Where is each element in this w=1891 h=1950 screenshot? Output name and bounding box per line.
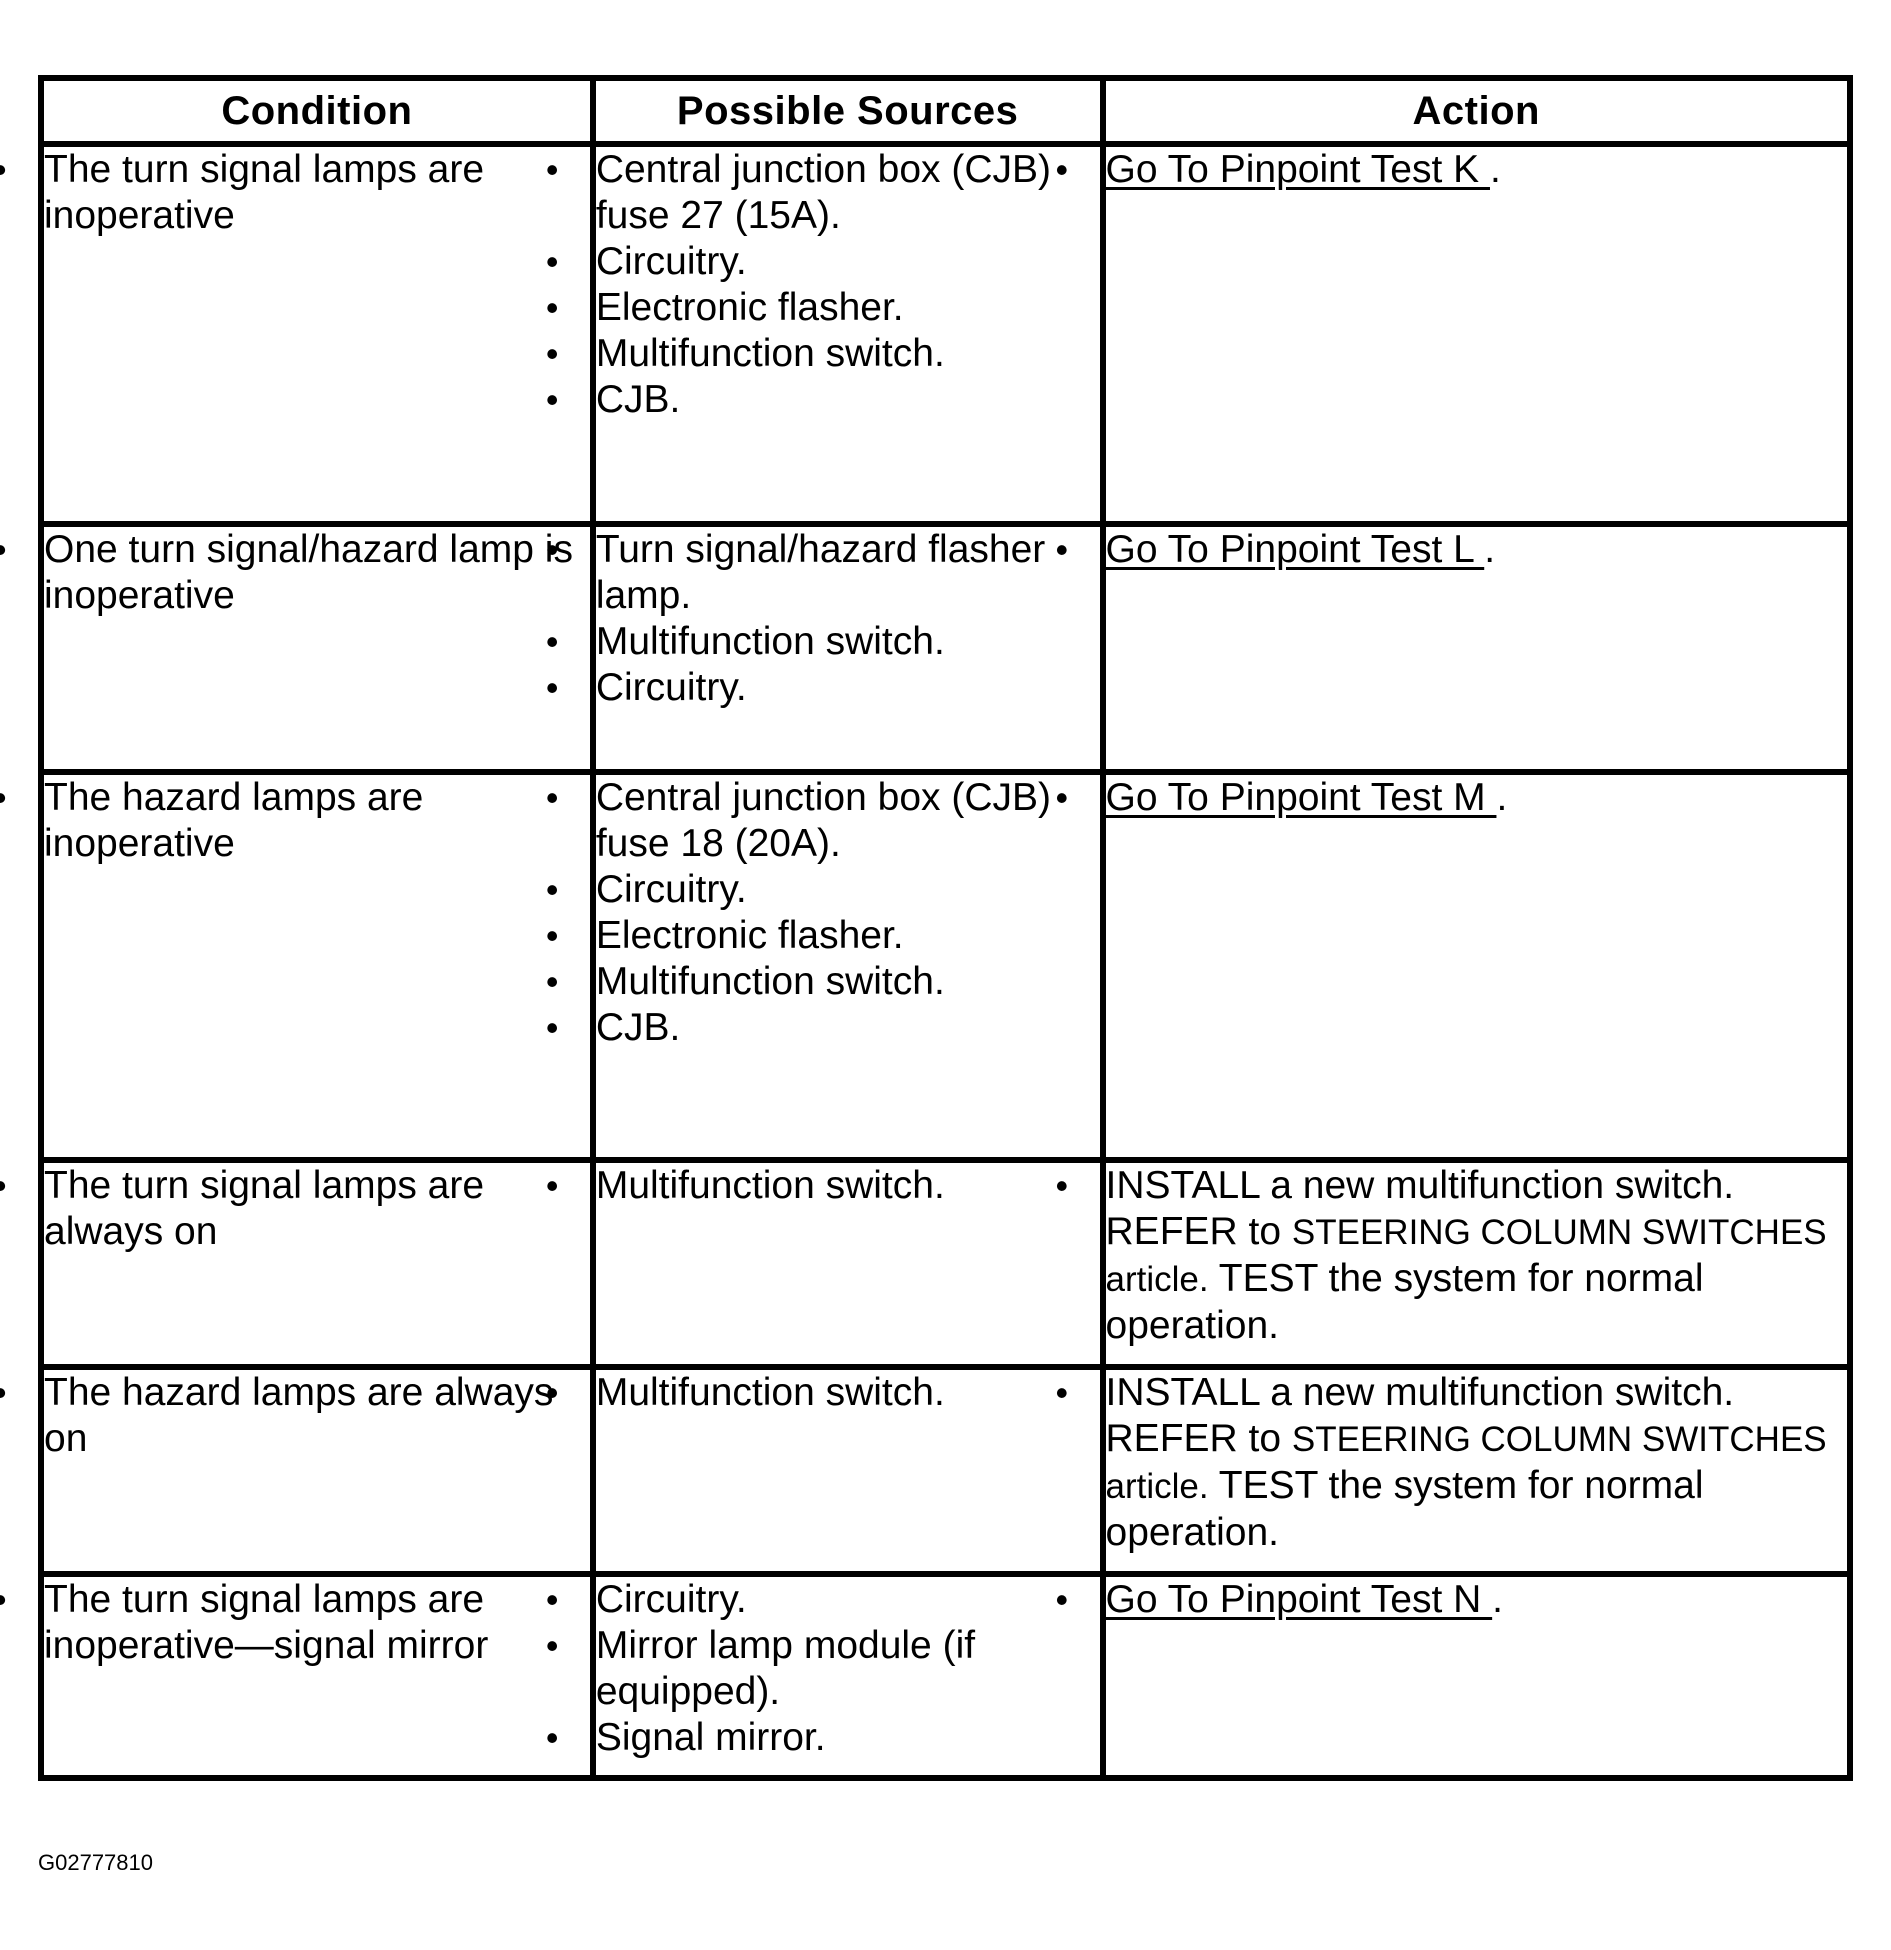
condition-item: • The hazard lamps are inoperative xyxy=(44,775,590,867)
action-suffix: . xyxy=(1492,1578,1503,1621)
source-item: • Central junction box (CJB) fuse 18 (20A). xyxy=(596,775,1100,867)
source-item: • Multifunction switch. xyxy=(596,619,1100,665)
sources-cell xyxy=(593,144,1103,524)
source-item: • Electronic flasher. xyxy=(596,913,1100,959)
action-cell xyxy=(1103,524,1850,772)
source-item: • CJB. xyxy=(596,1005,1100,1051)
condition-item: • The turn signal lamps are inoperative—signal mirror xyxy=(44,1577,590,1669)
sources-cell xyxy=(593,772,1103,1160)
action-cell xyxy=(1103,1367,1850,1574)
source-item: • Multifunction switch. xyxy=(596,959,1100,1005)
condition-cell xyxy=(41,1160,593,1367)
pinpoint-test-k-link[interactable]: Go To Pinpoint Test K xyxy=(1105,148,1490,191)
header-row xyxy=(41,78,1850,144)
action-cell xyxy=(1103,1160,1850,1367)
action-suffix: . xyxy=(1489,148,1501,191)
header-action: Action xyxy=(1103,78,1850,144)
table-row xyxy=(41,524,1850,772)
sources-cell xyxy=(593,1367,1103,1574)
pinpoint-test-m-link[interactable]: Go To Pinpoint Test M xyxy=(1105,776,1497,819)
figure-code: G02777810 xyxy=(38,1850,153,1875)
table-row xyxy=(41,772,1850,1160)
action-item xyxy=(1106,1370,1847,1556)
condition-item: • The turn signal lamps are always on xyxy=(44,1163,590,1255)
table-row xyxy=(41,1367,1850,1574)
source-item: • Signal mirror. xyxy=(596,1715,1100,1761)
condition-item: • One turn signal/hazard lamp is inoperative xyxy=(44,527,590,619)
source-item: • Circuitry. xyxy=(596,239,1100,285)
table-row xyxy=(41,144,1850,524)
action-cell xyxy=(1103,772,1850,1160)
source-item: • Multifunction switch. xyxy=(596,331,1100,377)
condition-cell xyxy=(41,524,593,772)
action-text: TEST the system for normal operation. xyxy=(1105,1464,1704,1554)
action-text: INSTALL a new multifunction switch. REFER to xyxy=(1105,1371,1735,1460)
source-item: • Mirror lamp module (if equipped). xyxy=(596,1623,1100,1715)
condition-cell xyxy=(41,144,593,524)
condition-cell xyxy=(41,1574,593,1778)
diagnosis-table xyxy=(38,75,1853,1781)
action-text: TEST the system for normal operation. xyxy=(1105,1257,1704,1347)
source-item: • CJB. xyxy=(596,377,1100,423)
source-item: • Central junction box (CJB) fuse 27 (15A). xyxy=(596,147,1100,239)
pinpoint-test-n-link[interactable]: Go To Pinpoint Test N xyxy=(1105,1578,1493,1621)
condition-item: • The hazard lamps are always on xyxy=(44,1370,590,1462)
action-cell xyxy=(1103,144,1850,524)
source-item: • Multifunction switch. xyxy=(596,1370,1100,1416)
action-item xyxy=(1106,1163,1847,1349)
article-reference: STEERING COLUMN SWITCHES article. xyxy=(1105,1213,1827,1299)
action-item xyxy=(1106,1577,1847,1623)
sources-cell xyxy=(593,1160,1103,1367)
condition-cell xyxy=(41,1367,593,1574)
sources-cell xyxy=(593,1574,1103,1778)
header-possible-sources: Possible Sources xyxy=(593,78,1103,144)
source-item: • Multifunction switch. xyxy=(596,1163,1100,1209)
sources-cell xyxy=(593,524,1103,772)
table-row xyxy=(41,1160,1850,1367)
article-reference: STEERING COLUMN SWITCHES article. xyxy=(1105,1420,1827,1506)
source-item: • Turn signal/hazard flasher lamp. xyxy=(596,527,1100,619)
table-row xyxy=(41,1574,1850,1778)
header-condition: Condition xyxy=(41,78,593,144)
source-item: • Circuitry. xyxy=(596,665,1100,711)
condition-cell xyxy=(41,772,593,1160)
action-text: INSTALL a new multifunction switch. REFER to xyxy=(1105,1164,1735,1253)
action-item xyxy=(1106,527,1847,573)
pinpoint-test-l-link[interactable]: Go To Pinpoint Test L xyxy=(1105,528,1485,571)
condition-item: • The turn signal lamps are inoperative xyxy=(44,147,590,239)
action-cell xyxy=(1103,1574,1850,1778)
action-item xyxy=(1106,775,1847,821)
source-item: • Circuitry. xyxy=(596,1577,1100,1623)
action-suffix: . xyxy=(1496,776,1508,819)
source-item: • Circuitry. xyxy=(596,867,1100,913)
action-suffix: . xyxy=(1484,528,1496,571)
action-item xyxy=(1106,147,1847,193)
source-item: • Electronic flasher. xyxy=(596,285,1100,331)
